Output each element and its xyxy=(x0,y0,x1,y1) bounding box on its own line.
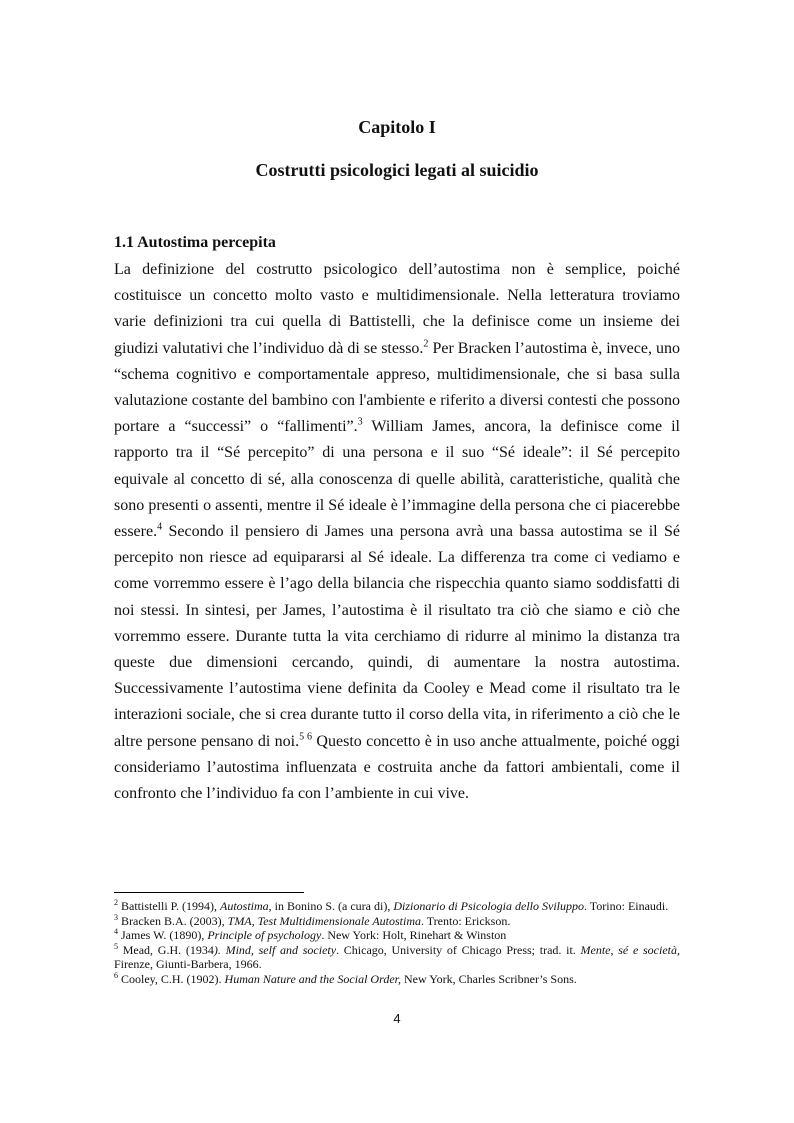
footnote xyxy=(114,899,680,914)
footnote-title: Dizionario di Psicologia dello Sviluppo xyxy=(393,899,584,913)
footnote-text: Cooley, C.H. (1902). xyxy=(118,971,225,986)
footnote-number: 6 xyxy=(114,970,118,980)
page-number: 4 xyxy=(393,1011,401,1026)
footnote-ref: 2 xyxy=(423,338,429,350)
footnote-text: New York, Charles Scribner’s Sons. xyxy=(400,971,577,986)
footnote-text: , Firenze, Giunti-Barbera, 1966. xyxy=(114,942,680,972)
section-heading: 1.1 Autostima percepita xyxy=(114,234,276,251)
footnote xyxy=(114,928,680,943)
footnote-text: Battistelli P. (1994), xyxy=(118,899,220,913)
footnote-title: ). Mind, self and society xyxy=(213,942,337,957)
footnote-text: Bracken B.A. (2003), xyxy=(118,913,228,928)
footnote-number: 5 xyxy=(114,941,118,951)
footnote-ref: 5 6 xyxy=(299,731,313,743)
body-text-part: Questo concetto è in uso anche attualmente, poiché oggi consideriamo l’autostima influenzata e costruita anche da fattori ambientali, come il confronto che l’individuo fa con l’ambiente in cui vive. xyxy=(114,732,681,803)
body-text-part: Per Bracken l’autostima è, invece, uno “schema cognitivo e comportamentale appreso, multidimensionale, che si basa sulla valutazione costante del bambino con l'ambiente e riferito a diversi contesti che possono portare a “successi” o “fallimenti”. xyxy=(114,339,681,436)
body-text-part: La definizione del costrutto psicologico dell’autostima non è semplice, poiché costituisce un concetto molto vasto e multidimensionale. Nella letteratura troviamo varie definizioni tra cui quella di Battistelli, che la definisce come un insieme dei giudizi valutativi che l’individuo dà di se stesso. xyxy=(114,261,680,357)
footnote-title: Mente, sé e società xyxy=(580,942,677,957)
footnote-text: Mead, G.H. (1934 xyxy=(118,942,214,957)
footnote-ref: 4 xyxy=(157,521,163,533)
body-text-part: Secondo il pensiero di James una persona avrà una bassa autostima se il Sé percepito non riesce ad equipararsi al Sé ideale. La differenza tra come ci vediamo e come vorremmo essere è l’ago della bilancia che rispecchia quanto siamo soddisfatti di noi stessi. In sintesi, per James, l’autostima è il risultato tra ciò che siamo e ciò che vorremmo essere. Durante tutta la vita cerchiamo di ridurre al minimo la distanza tra queste due dimensioni cercando, quindi, di aumentare la nostra autostima. Successivamente l’autostima viene definita da Cooley e Mead come il risultato tra le interazioni sociale, che si crea durante tutto il corso della vita, in riferimento a ciò che le altre persone pensano di noi. xyxy=(114,523,680,750)
footnote-number: 2 xyxy=(114,898,118,907)
footnote-separator xyxy=(114,892,304,893)
footnote xyxy=(114,914,680,929)
footnote-number: 3 xyxy=(114,912,118,922)
footnote-title: Human Nature and the Social Order, xyxy=(224,971,401,986)
footnote-text: , in Bonino S. (a cura di), xyxy=(268,899,394,913)
footnote-number: 4 xyxy=(114,927,118,937)
footnote xyxy=(114,943,680,972)
footnote-title: Autostima xyxy=(220,899,269,913)
footnote-text: . Chicago, University of Chicago Press; trad. it. xyxy=(336,942,581,957)
footnote xyxy=(114,972,680,987)
chapter-title: Costrutti psicologici legati al suicidio xyxy=(255,160,539,180)
footnotes xyxy=(114,899,680,987)
body-paragraph xyxy=(114,257,680,807)
footnote-ref: 3 xyxy=(357,416,363,428)
footnote-text: . New York: Holt, Rinehart & Winston xyxy=(321,928,507,943)
footnote-title: TMA, Test Multidimensionale Autostima xyxy=(227,913,421,928)
body-text-part: William James, ancora, la definisce come il rapporto tra il “Sé percepito” di una persona e il suo “Sé ideale”: il Sé percepito equivale al concetto di sé, alla conoscenza di quelle abilità, caratteristiche, qualità che sono presenti o assenti, mentre il Sé ideale è l’immagine della persona che ci piacerebbe essere. xyxy=(114,418,680,541)
footnote-text: . Trento: Erickson. xyxy=(420,913,511,928)
footnote-text: James W. (1890), xyxy=(118,928,208,943)
chapter-label: Capitolo I xyxy=(358,117,436,137)
footnote-text: . Torino: Einaudi. xyxy=(584,899,669,913)
footnote-title: Principle of psychology xyxy=(207,928,322,943)
